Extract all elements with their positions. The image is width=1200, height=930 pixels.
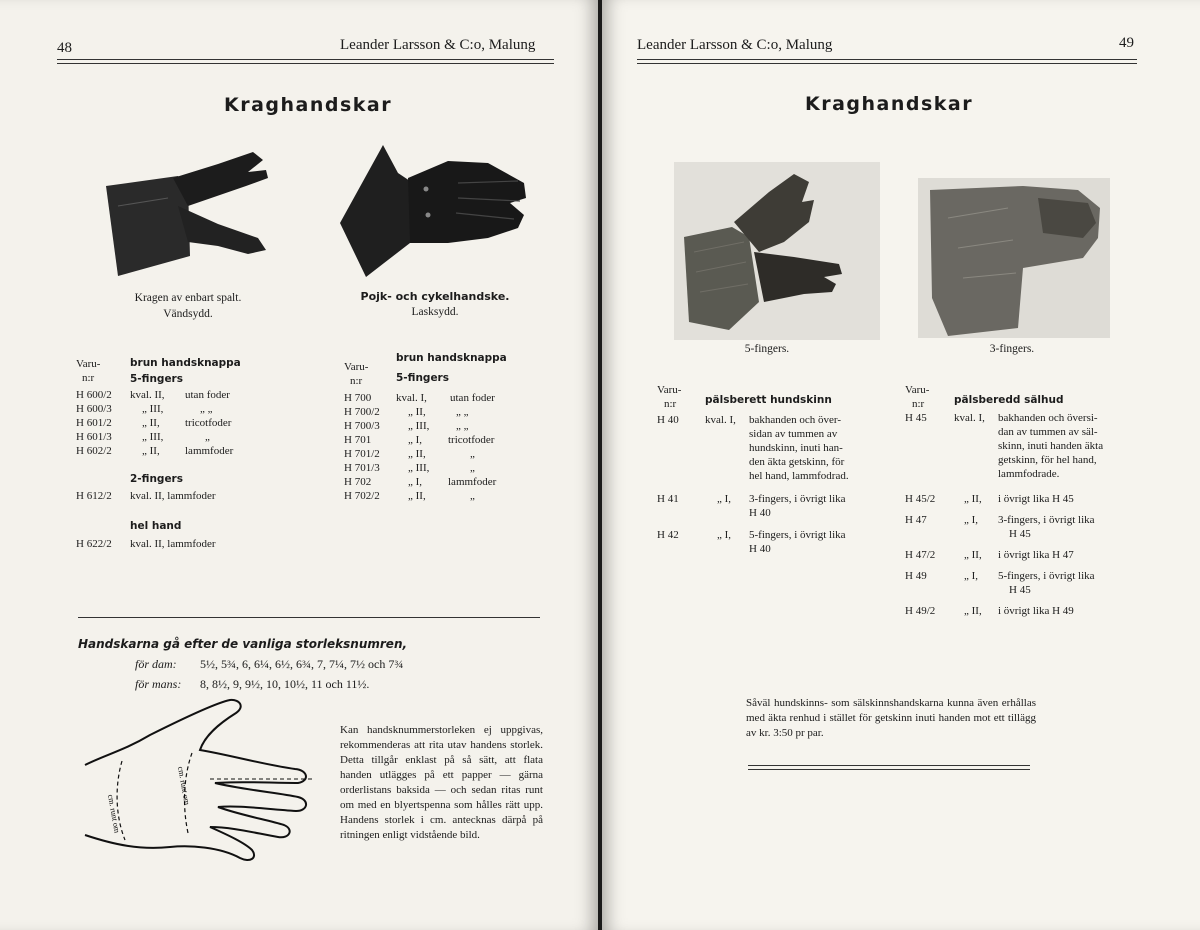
table-row-desc: 3-fingers, i övrigt lika [998, 514, 1095, 526]
varu-label: Varu- [76, 358, 101, 370]
nr-label: n:r [350, 375, 363, 387]
table-row-num: H 701/2 [344, 448, 380, 460]
table-row-kval: „ II, [142, 417, 160, 429]
table-row-kval: „ II, [964, 549, 982, 561]
table-row-desc: H 45 [1009, 528, 1031, 540]
table-row-kval: „ I, [408, 434, 423, 446]
table-row-num: H 702 [344, 476, 372, 488]
figure1-caption-1: Kragen av enbart spalt. [134, 292, 242, 304]
table-row-kval: kval. II, [130, 389, 165, 401]
table-row-desc: getskinn, för hel hand, [998, 454, 1097, 466]
table-row-desc: i övrigt lika H 47 [998, 549, 1074, 561]
table-row-kval: „ II, [408, 448, 426, 460]
table-row-kval: kval. I, [396, 392, 427, 404]
dam-sizes: 5½, 5¾, 6, 6¼, 6½, 6¾, 7, 7¼, 7½ och 7¾ [200, 657, 404, 671]
varu-label: Varu- [657, 384, 682, 396]
left-page [0, 0, 598, 930]
table-row-num: H 700/2 [344, 406, 380, 418]
table-row-desc: „ [470, 448, 475, 460]
table-row-desc: lammfodrade. [998, 468, 1060, 480]
page-title: Kraghandskar [224, 94, 393, 116]
table-row-desc: den äkta getskinn, för [749, 456, 845, 468]
table-row-desc: bakhanden och översi- [998, 412, 1098, 424]
table-row-desc: sidan av tummen av [749, 428, 838, 440]
sizes-heading: Handskarna gå efter de vanliga storleksnumren, [78, 637, 408, 651]
table-row-desc: H 40 [749, 507, 771, 519]
fur-glove-photo-1 [674, 162, 880, 340]
figure2-caption-2: Lasksydd. [411, 306, 459, 318]
table-row-num: H 45 [905, 412, 927, 424]
table-row-desc: hundskinn, inuti han- [749, 442, 843, 454]
table-row-desc: i övrigt lika H 49 [998, 605, 1074, 617]
table-row-kval: „ I, [717, 493, 732, 505]
table-row-kval: „ III, [408, 462, 430, 474]
figure1-caption-2: Vändsydd. [163, 308, 213, 320]
table-row-kval: „ II, [408, 406, 426, 418]
fur-glove-photo-2 [918, 178, 1110, 338]
subheading-2-fingers: 2-fingers [130, 473, 183, 485]
table-row-kval: „ II, [964, 605, 982, 617]
table-row-num: H 701/3 [344, 462, 380, 474]
table-row-desc: 3-fingers, i övrigt lika [749, 493, 846, 505]
table-row-desc: H 40 [749, 543, 771, 555]
table-row-num: H 702/2 [344, 490, 380, 502]
table-row-desc: 5-fingers, i övrigt lika [998, 570, 1095, 582]
header-rule [57, 59, 554, 64]
varu-label: Varu- [344, 361, 369, 373]
dam-label: för dam: [135, 657, 177, 671]
table-heading: pälsberett hundskinn [705, 394, 832, 406]
nr-label: n:r [82, 372, 95, 384]
table-row-desc: 5-fingers, i övrigt lika [749, 529, 846, 541]
table-row-kval: „ I, [964, 570, 979, 582]
table-subheading: 5-fingers [396, 372, 449, 384]
hand-label-2: cm. runt om [176, 765, 192, 806]
table-row-desc: „ „ [200, 403, 213, 415]
table-row-desc: „ [470, 462, 475, 474]
table-row-num: H 45/2 [905, 493, 936, 505]
header-rule [637, 59, 1137, 64]
section-rule [78, 617, 540, 618]
table-row-desc: „ „ [456, 420, 469, 432]
table-row-num: H 42 [657, 529, 679, 541]
table-row-num: H 622/2 [76, 538, 112, 550]
table-row-desc: dan av tummen av säl- [998, 426, 1098, 438]
table-row-desc: hel hand, lammfodrad. [749, 470, 849, 482]
table-row-num: H 41 [657, 493, 679, 505]
table-row-desc: kval. II, lammfoder [130, 490, 216, 502]
table-row-kval: „ II, [408, 490, 426, 502]
table-row-desc: skinn, inuti handen äkta [998, 440, 1104, 452]
figure2-caption: 3-fingers. [989, 343, 1035, 355]
table-row-kval: kval. I, [705, 414, 736, 426]
table-row-kval: „ I, [717, 529, 732, 541]
table-row-desc: „ „ [456, 406, 469, 418]
table-row-num: H 600/2 [76, 389, 112, 401]
table-row-desc: „ [470, 490, 475, 502]
table-row-kval: „ I, [964, 514, 979, 526]
table-row-num: H 40 [657, 414, 679, 426]
mans-label: för mans: [135, 677, 182, 691]
table-row-desc: H 45 [1009, 584, 1031, 596]
table-row-num: H 47 [905, 514, 927, 526]
varu-label: Varu- [905, 384, 930, 396]
table-row-num: H 601/2 [76, 417, 112, 429]
table-row-kval: „ III, [142, 403, 164, 415]
hand-outline-drawing [80, 695, 330, 870]
table-row-kval: „ II, [142, 445, 160, 457]
footer-rule [748, 765, 1030, 770]
page-number: 48 [57, 40, 72, 56]
page-number: 49 [1119, 35, 1134, 51]
running-header: Leander Larsson & C:o, Malung [637, 37, 833, 53]
page-title: Kraghandskar [805, 93, 974, 115]
table-row-kval: „ I, [408, 476, 423, 488]
subheading-hel-hand: hel hand [130, 520, 182, 532]
table-row-kval: „ II, [964, 493, 982, 505]
size-instructions: Kan handsknummerstorleken ej uppgivas, rekommenderas att rita utav handens storlek. Detta tillgår enklast på så sätt, att flata handen utlägges på ett papper — gärna orderlistans baksida — och sedan ritas runt om med en blyertspenna som hålles rätt upp. Handens storlek i cm. antecknas därpå på ritningen enligt vidstående bild. [340, 724, 543, 841]
table-row-desc: „ [205, 431, 210, 443]
table-row-desc: utan foder [185, 389, 230, 401]
table-subheading: 5-fingers [130, 373, 183, 385]
table-row-desc: lammfoder [448, 476, 497, 488]
mans-sizes: 8, 8½, 9, 9½, 10, 10½, 11 och 11½. [200, 677, 370, 691]
table-row-desc: tricotfoder [185, 417, 232, 429]
table-row-num: H 701 [344, 434, 372, 446]
figure2-caption-1: Pojk- och cykelhandske. [360, 290, 510, 303]
table-row-desc: i övrigt lika H 45 [998, 493, 1074, 505]
glove-photo-2 [338, 143, 530, 278]
nr-label: n:r [664, 398, 677, 410]
table-row-num: H 49 [905, 570, 927, 582]
table-row-num: H 600/3 [76, 403, 112, 415]
table-row-num: H 49/2 [905, 605, 936, 617]
table-row-desc: utan foder [450, 392, 495, 404]
table-row-desc: tricotfoder [448, 434, 495, 446]
table-row-desc: lammfoder [185, 445, 234, 457]
table-row-kval: kval. I, [954, 412, 985, 424]
running-header: Leander Larsson & C:o, Malung [340, 37, 536, 53]
table-row-num: H 602/2 [76, 445, 112, 457]
table-heading: pälsberedd sälhud [954, 394, 1064, 406]
hand-label-1: cm. runt om [106, 793, 122, 834]
right-page [602, 0, 1200, 930]
table-heading: brun handsknappa [130, 357, 241, 369]
renhud-note: Såväl hundskinns- som sälskinnshandskarna kunna även erhållas med äkta renhud i stället för getskinn inuti handen mot ett tillägg av kr. 3:50 pr par. [746, 697, 1036, 739]
table-row-kval: „ III, [142, 431, 164, 443]
nr-label: n:r [912, 398, 925, 410]
table-row-num: H 700 [344, 392, 372, 404]
figure1-caption: 5-fingers. [744, 343, 790, 355]
table-row-desc: kval. II, lammfoder [130, 538, 216, 550]
table-row-kval: „ III, [408, 420, 430, 432]
table-row-num: H 700/3 [344, 420, 380, 432]
table-row-num: H 612/2 [76, 490, 112, 502]
table-row-desc: bakhanden och över- [749, 414, 842, 426]
glove-photo-1 [98, 146, 278, 281]
table-row-num: H 47/2 [905, 549, 936, 561]
table-row-num: H 601/3 [76, 431, 112, 443]
table-heading: brun handsknappa [396, 352, 507, 364]
